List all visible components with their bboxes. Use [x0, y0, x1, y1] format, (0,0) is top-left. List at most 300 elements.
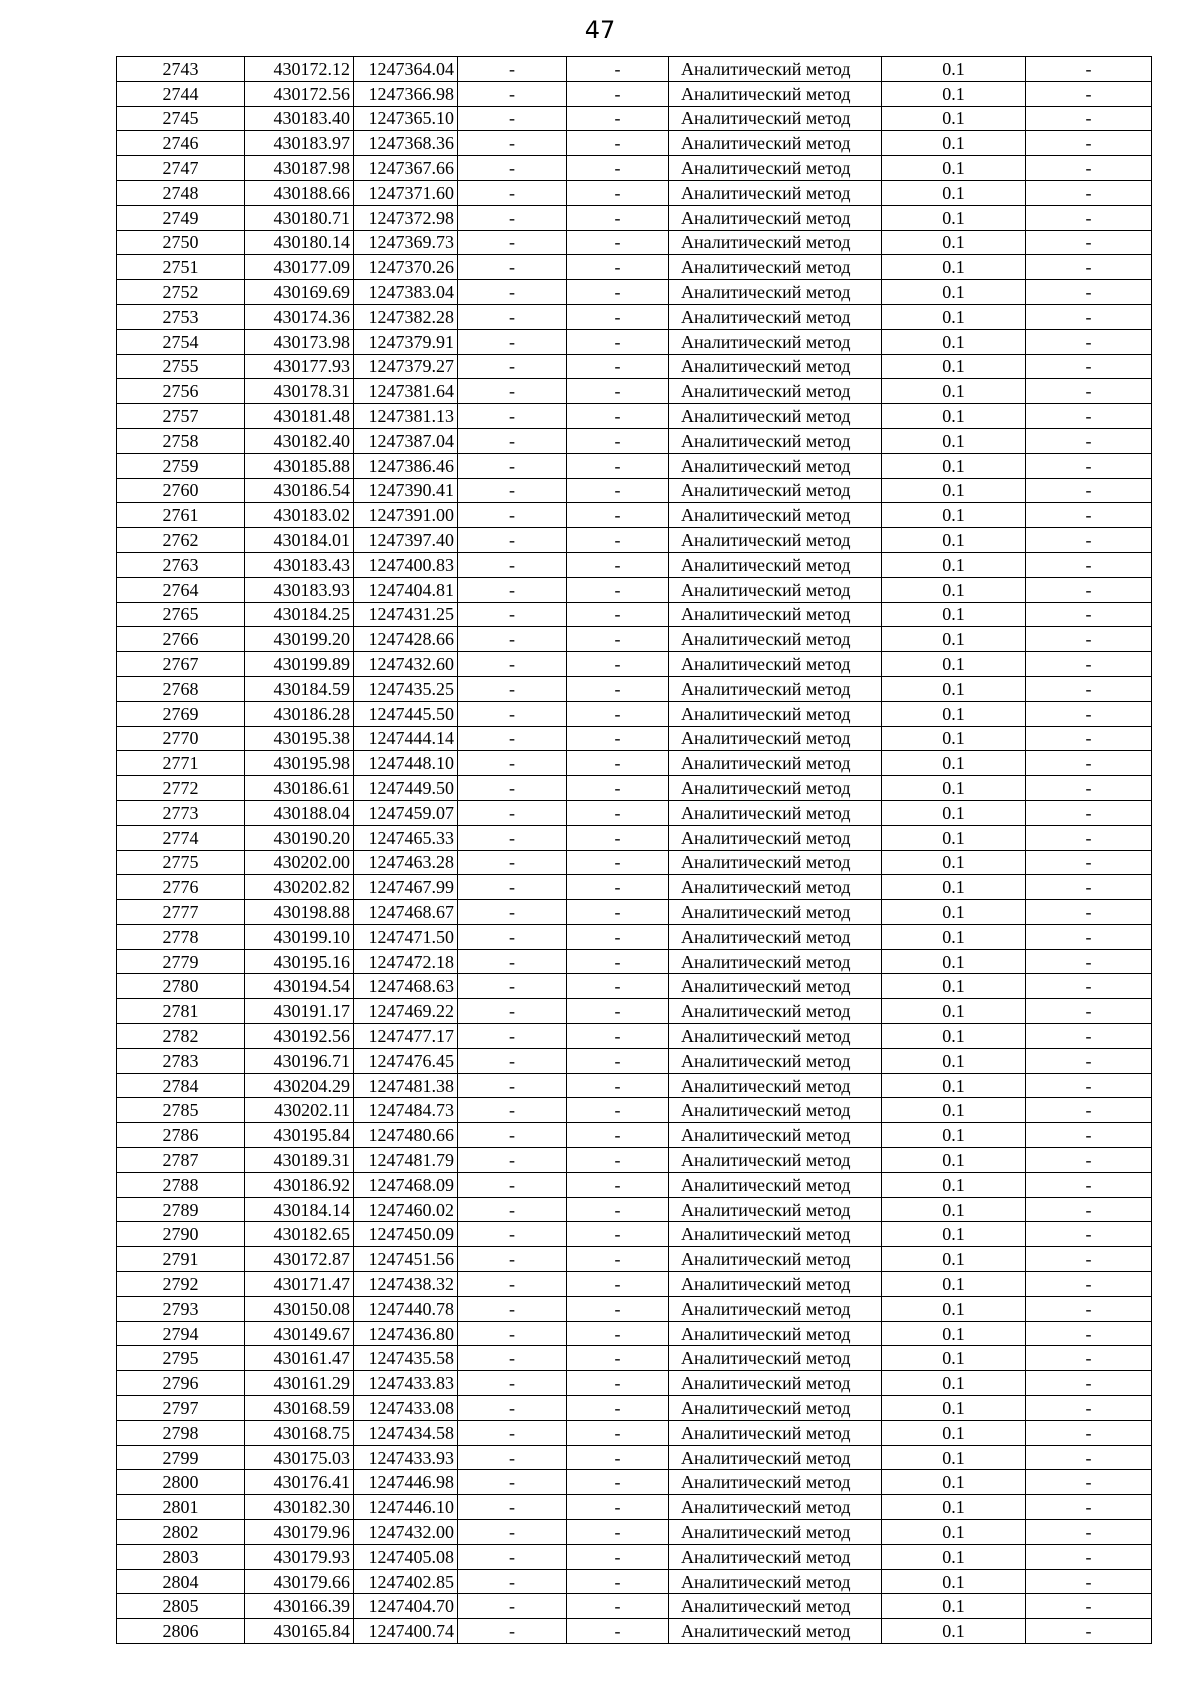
y-coordinate-cell: 1247397.40	[354, 528, 458, 553]
y-coordinate-cell: 1247463.28	[354, 850, 458, 875]
table-row	[117, 676, 1152, 701]
dash-cell: -	[458, 478, 567, 503]
x-coordinate-cell: 430198.88	[245, 900, 354, 925]
x-coordinate-cell: 430161.47	[245, 1346, 354, 1371]
y-coordinate-cell: 1247451.56	[354, 1247, 458, 1272]
method-cell: Аналитический метод	[669, 999, 882, 1024]
table-row	[117, 81, 1152, 106]
point-number-cell: 2802	[117, 1520, 245, 1545]
accuracy-cell: 0.1	[882, 875, 1026, 900]
table-row	[117, 949, 1152, 974]
dash-cell: -	[458, 1272, 567, 1297]
dash-cell: -	[567, 999, 669, 1024]
dash-cell: -	[1026, 1569, 1152, 1594]
x-coordinate-cell: 430195.16	[245, 949, 354, 974]
table-row	[117, 1272, 1152, 1297]
dash-cell: -	[1026, 1247, 1152, 1272]
x-coordinate-cell: 430180.14	[245, 230, 354, 255]
table-row	[117, 329, 1152, 354]
accuracy-cell: 0.1	[882, 81, 1026, 106]
dash-cell: -	[1026, 1148, 1152, 1173]
dash-cell: -	[567, 1272, 669, 1297]
y-coordinate-cell: 1247468.67	[354, 900, 458, 925]
x-coordinate-cell: 430180.71	[245, 205, 354, 230]
y-coordinate-cell: 1247432.60	[354, 652, 458, 677]
accuracy-cell: 0.1	[882, 379, 1026, 404]
method-cell: Аналитический метод	[669, 1272, 882, 1297]
dash-cell: -	[567, 1544, 669, 1569]
y-coordinate-cell: 1247467.99	[354, 875, 458, 900]
accuracy-cell: 0.1	[882, 1073, 1026, 1098]
dash-cell: -	[567, 552, 669, 577]
y-coordinate-cell: 1247404.70	[354, 1594, 458, 1619]
table-row	[117, 106, 1152, 131]
accuracy-cell: 0.1	[882, 1619, 1026, 1644]
dash-cell: -	[567, 428, 669, 453]
point-number-cell: 2805	[117, 1594, 245, 1619]
table-row	[117, 1098, 1152, 1123]
x-coordinate-cell: 430195.84	[245, 1123, 354, 1148]
dash-cell: -	[567, 800, 669, 825]
table-row	[117, 1346, 1152, 1371]
point-number-cell: 2755	[117, 354, 245, 379]
dash-cell: -	[458, 1098, 567, 1123]
y-coordinate-cell: 1247381.13	[354, 404, 458, 429]
y-coordinate-cell: 1247386.46	[354, 453, 458, 478]
page-number: 47	[584, 16, 616, 44]
method-cell: Аналитический метод	[669, 1172, 882, 1197]
table-row	[117, 1619, 1152, 1644]
accuracy-cell: 0.1	[882, 1495, 1026, 1520]
table-row	[117, 924, 1152, 949]
dash-cell: -	[458, 999, 567, 1024]
dash-cell: -	[458, 875, 567, 900]
dash-cell: -	[458, 1222, 567, 1247]
table-row	[117, 1024, 1152, 1049]
dash-cell: -	[567, 900, 669, 925]
dash-cell: -	[1026, 627, 1152, 652]
point-number-cell: 2776	[117, 875, 245, 900]
y-coordinate-cell: 1247400.83	[354, 552, 458, 577]
point-number-cell: 2799	[117, 1445, 245, 1470]
point-number-cell: 2770	[117, 726, 245, 751]
dash-cell: -	[458, 776, 567, 801]
dash-cell: -	[458, 1197, 567, 1222]
method-cell: Аналитический метод	[669, 875, 882, 900]
dash-cell: -	[1026, 180, 1152, 205]
y-coordinate-cell: 1247484.73	[354, 1098, 458, 1123]
point-number-cell: 2748	[117, 180, 245, 205]
table-row	[117, 1073, 1152, 1098]
accuracy-cell: 0.1	[882, 1222, 1026, 1247]
dash-cell: -	[458, 1172, 567, 1197]
dash-cell: -	[567, 577, 669, 602]
dash-cell: -	[1026, 1420, 1152, 1445]
y-coordinate-cell: 1247381.64	[354, 379, 458, 404]
dash-cell: -	[458, 1048, 567, 1073]
method-cell: Аналитический метод	[669, 230, 882, 255]
accuracy-cell: 0.1	[882, 1520, 1026, 1545]
table-row	[117, 453, 1152, 478]
y-coordinate-cell: 1247481.79	[354, 1148, 458, 1173]
dash-cell: -	[567, 329, 669, 354]
x-coordinate-cell: 430190.20	[245, 825, 354, 850]
method-cell: Аналитический метод	[669, 751, 882, 776]
dash-cell: -	[1026, 478, 1152, 503]
accuracy-cell: 0.1	[882, 230, 1026, 255]
accuracy-cell: 0.1	[882, 676, 1026, 701]
x-coordinate-cell: 430172.12	[245, 57, 354, 82]
table-row	[117, 627, 1152, 652]
dash-cell: -	[458, 1445, 567, 1470]
x-coordinate-cell: 430165.84	[245, 1619, 354, 1644]
dash-cell: -	[458, 503, 567, 528]
dash-cell: -	[1026, 1123, 1152, 1148]
x-coordinate-cell: 430182.40	[245, 428, 354, 453]
x-coordinate-cell: 430194.54	[245, 974, 354, 999]
dash-cell: -	[458, 900, 567, 925]
dash-cell: -	[458, 1544, 567, 1569]
dash-cell: -	[567, 974, 669, 999]
table-row	[117, 404, 1152, 429]
dash-cell: -	[1026, 751, 1152, 776]
dash-cell: -	[1026, 379, 1152, 404]
dash-cell: -	[458, 1396, 567, 1421]
y-coordinate-cell: 1247450.09	[354, 1222, 458, 1247]
x-coordinate-cell: 430199.10	[245, 924, 354, 949]
dash-cell: -	[458, 81, 567, 106]
dash-cell: -	[1026, 999, 1152, 1024]
accuracy-cell: 0.1	[882, 1148, 1026, 1173]
point-number-cell: 2771	[117, 751, 245, 776]
y-coordinate-cell: 1247471.50	[354, 924, 458, 949]
x-coordinate-cell: 430183.97	[245, 131, 354, 156]
method-cell: Аналитический метод	[669, 280, 882, 305]
method-cell: Аналитический метод	[669, 1619, 882, 1644]
y-coordinate-cell: 1247433.08	[354, 1396, 458, 1421]
dash-cell: -	[567, 825, 669, 850]
accuracy-cell: 0.1	[882, 1445, 1026, 1470]
x-coordinate-cell: 430183.93	[245, 577, 354, 602]
dash-cell: -	[458, 974, 567, 999]
coordinates-table	[116, 56, 1152, 1644]
dash-cell: -	[567, 676, 669, 701]
point-number-cell: 2784	[117, 1073, 245, 1098]
method-cell: Аналитический метод	[669, 924, 882, 949]
dash-cell: -	[1026, 577, 1152, 602]
method-cell: Аналитический метод	[669, 676, 882, 701]
dash-cell: -	[1026, 800, 1152, 825]
table-row	[117, 1470, 1152, 1495]
x-coordinate-cell: 430172.87	[245, 1247, 354, 1272]
point-number-cell: 2757	[117, 404, 245, 429]
point-number-cell: 2794	[117, 1321, 245, 1346]
dash-cell: -	[1026, 503, 1152, 528]
table-row	[117, 1520, 1152, 1545]
accuracy-cell: 0.1	[882, 329, 1026, 354]
method-cell: Аналитический метод	[669, 776, 882, 801]
x-coordinate-cell: 430196.71	[245, 1048, 354, 1073]
method-cell: Аналитический метод	[669, 1148, 882, 1173]
dash-cell: -	[1026, 924, 1152, 949]
table-row	[117, 1321, 1152, 1346]
accuracy-cell: 0.1	[882, 1569, 1026, 1594]
y-coordinate-cell: 1247387.04	[354, 428, 458, 453]
accuracy-cell: 0.1	[882, 776, 1026, 801]
dash-cell: -	[458, 1073, 567, 1098]
y-coordinate-cell: 1247383.04	[354, 280, 458, 305]
dash-cell: -	[1026, 57, 1152, 82]
table-row	[117, 1544, 1152, 1569]
x-coordinate-cell: 430204.29	[245, 1073, 354, 1098]
dash-cell: -	[567, 602, 669, 627]
dash-cell: -	[458, 280, 567, 305]
method-cell: Аналитический метод	[669, 1445, 882, 1470]
point-number-cell: 2788	[117, 1172, 245, 1197]
table-row	[117, 652, 1152, 677]
dash-cell: -	[1026, 1371, 1152, 1396]
table-row	[117, 156, 1152, 181]
point-number-cell: 2751	[117, 255, 245, 280]
dash-cell: -	[567, 1197, 669, 1222]
accuracy-cell: 0.1	[882, 999, 1026, 1024]
dash-cell: -	[567, 1247, 669, 1272]
dash-cell: -	[1026, 1445, 1152, 1470]
dash-cell: -	[567, 1222, 669, 1247]
table-row	[117, 1197, 1152, 1222]
dash-cell: -	[567, 1123, 669, 1148]
dash-cell: -	[458, 701, 567, 726]
method-cell: Аналитический метод	[669, 800, 882, 825]
point-number-cell: 2803	[117, 1544, 245, 1569]
dash-cell: -	[458, 602, 567, 627]
method-cell: Аналитический метод	[669, 652, 882, 677]
point-number-cell: 2792	[117, 1272, 245, 1297]
dash-cell: -	[567, 404, 669, 429]
dash-cell: -	[458, 1420, 567, 1445]
y-coordinate-cell: 1247366.98	[354, 81, 458, 106]
table-row	[117, 528, 1152, 553]
dash-cell: -	[567, 57, 669, 82]
dash-cell: -	[567, 1420, 669, 1445]
y-coordinate-cell: 1247405.08	[354, 1544, 458, 1569]
point-number-cell: 2747	[117, 156, 245, 181]
dash-cell: -	[1026, 255, 1152, 280]
method-cell: Аналитический метод	[669, 1346, 882, 1371]
method-cell: Аналитический метод	[669, 1371, 882, 1396]
dash-cell: -	[1026, 1024, 1152, 1049]
dash-cell: -	[458, 180, 567, 205]
point-number-cell: 2765	[117, 602, 245, 627]
dash-cell: -	[458, 1371, 567, 1396]
dash-cell: -	[458, 255, 567, 280]
point-number-cell: 2758	[117, 428, 245, 453]
method-cell: Аналитический метод	[669, 156, 882, 181]
table-row	[117, 1495, 1152, 1520]
method-cell: Аналитический метод	[669, 1296, 882, 1321]
x-coordinate-cell: 430188.04	[245, 800, 354, 825]
table-row	[117, 1048, 1152, 1073]
method-cell: Аналитический метод	[669, 701, 882, 726]
method-cell: Аналитический метод	[669, 1420, 882, 1445]
x-coordinate-cell: 430186.28	[245, 701, 354, 726]
accuracy-cell: 0.1	[882, 1296, 1026, 1321]
dash-cell: -	[1026, 1495, 1152, 1520]
y-coordinate-cell: 1247480.66	[354, 1123, 458, 1148]
point-number-cell: 2797	[117, 1396, 245, 1421]
y-coordinate-cell: 1247436.80	[354, 1321, 458, 1346]
point-number-cell: 2785	[117, 1098, 245, 1123]
dash-cell: -	[1026, 1396, 1152, 1421]
accuracy-cell: 0.1	[882, 1197, 1026, 1222]
dash-cell: -	[458, 825, 567, 850]
accuracy-cell: 0.1	[882, 1272, 1026, 1297]
dash-cell: -	[458, 428, 567, 453]
dash-cell: -	[458, 1569, 567, 1594]
x-coordinate-cell: 430179.93	[245, 1544, 354, 1569]
y-coordinate-cell: 1247390.41	[354, 478, 458, 503]
x-coordinate-cell: 430175.03	[245, 1445, 354, 1470]
point-number-cell: 2777	[117, 900, 245, 925]
point-number-cell: 2774	[117, 825, 245, 850]
x-coordinate-cell: 430149.67	[245, 1321, 354, 1346]
accuracy-cell: 0.1	[882, 354, 1026, 379]
method-cell: Аналитический метод	[669, 379, 882, 404]
method-cell: Аналитический метод	[669, 329, 882, 354]
table-row	[117, 379, 1152, 404]
x-coordinate-cell: 430168.75	[245, 1420, 354, 1445]
method-cell: Аналитический метод	[669, 1024, 882, 1049]
point-number-cell: 2775	[117, 850, 245, 875]
method-cell: Аналитический метод	[669, 1197, 882, 1222]
point-number-cell: 2766	[117, 627, 245, 652]
accuracy-cell: 0.1	[882, 106, 1026, 131]
dash-cell: -	[1026, 974, 1152, 999]
y-coordinate-cell: 1247434.58	[354, 1420, 458, 1445]
accuracy-cell: 0.1	[882, 652, 1026, 677]
dash-cell: -	[1026, 1197, 1152, 1222]
table-row	[117, 850, 1152, 875]
x-coordinate-cell: 430173.98	[245, 329, 354, 354]
y-coordinate-cell: 1247432.00	[354, 1520, 458, 1545]
dash-cell: -	[1026, 354, 1152, 379]
accuracy-cell: 0.1	[882, 627, 1026, 652]
dash-cell: -	[458, 552, 567, 577]
dash-cell: -	[567, 751, 669, 776]
table-row	[117, 205, 1152, 230]
dash-cell: -	[567, 255, 669, 280]
y-coordinate-cell: 1247468.63	[354, 974, 458, 999]
dash-cell: -	[1026, 701, 1152, 726]
point-number-cell: 2769	[117, 701, 245, 726]
accuracy-cell: 0.1	[882, 1098, 1026, 1123]
dash-cell: -	[567, 652, 669, 677]
table-row	[117, 478, 1152, 503]
x-coordinate-cell: 430179.96	[245, 1520, 354, 1545]
dash-cell: -	[567, 81, 669, 106]
y-coordinate-cell: 1247468.09	[354, 1172, 458, 1197]
y-coordinate-cell: 1247391.00	[354, 503, 458, 528]
x-coordinate-cell: 430184.14	[245, 1197, 354, 1222]
method-cell: Аналитический метод	[669, 1544, 882, 1569]
method-cell: Аналитический метод	[669, 1073, 882, 1098]
x-coordinate-cell: 430186.54	[245, 478, 354, 503]
dash-cell: -	[1026, 602, 1152, 627]
accuracy-cell: 0.1	[882, 552, 1026, 577]
dash-cell: -	[1026, 676, 1152, 701]
method-cell: Аналитический метод	[669, 1495, 882, 1520]
dash-cell: -	[567, 1148, 669, 1173]
dash-cell: -	[567, 1396, 669, 1421]
method-cell: Аналитический метод	[669, 974, 882, 999]
y-coordinate-cell: 1247368.36	[354, 131, 458, 156]
x-coordinate-cell: 430192.56	[245, 1024, 354, 1049]
table-row	[117, 1148, 1152, 1173]
dash-cell: -	[567, 1073, 669, 1098]
table-row	[117, 1222, 1152, 1247]
dash-cell: -	[1026, 1346, 1152, 1371]
dash-cell: -	[458, 577, 567, 602]
method-cell: Аналитический метод	[669, 1594, 882, 1619]
table-row	[117, 180, 1152, 205]
dash-cell: -	[458, 329, 567, 354]
dash-cell: -	[1026, 1594, 1152, 1619]
y-coordinate-cell: 1247382.28	[354, 304, 458, 329]
x-coordinate-cell: 430150.08	[245, 1296, 354, 1321]
method-cell: Аналитический метод	[669, 602, 882, 627]
y-coordinate-cell: 1247370.26	[354, 255, 458, 280]
dash-cell: -	[458, 404, 567, 429]
x-coordinate-cell: 430179.66	[245, 1569, 354, 1594]
dash-cell: -	[567, 379, 669, 404]
dash-cell: -	[1026, 230, 1152, 255]
x-coordinate-cell: 430184.01	[245, 528, 354, 553]
method-cell: Аналитический метод	[669, 1321, 882, 1346]
dash-cell: -	[567, 1098, 669, 1123]
point-number-cell: 2772	[117, 776, 245, 801]
x-coordinate-cell: 430174.36	[245, 304, 354, 329]
point-number-cell: 2767	[117, 652, 245, 677]
y-coordinate-cell: 1247476.45	[354, 1048, 458, 1073]
method-cell: Аналитический метод	[669, 1247, 882, 1272]
method-cell: Аналитический метод	[669, 503, 882, 528]
y-coordinate-cell: 1247379.27	[354, 354, 458, 379]
y-coordinate-cell: 1247472.18	[354, 949, 458, 974]
point-number-cell: 2801	[117, 1495, 245, 1520]
x-coordinate-cell: 430181.48	[245, 404, 354, 429]
dash-cell: -	[458, 1619, 567, 1644]
dash-cell: -	[458, 652, 567, 677]
dash-cell: -	[567, 1495, 669, 1520]
dash-cell: -	[458, 453, 567, 478]
point-number-cell: 2763	[117, 552, 245, 577]
point-number-cell: 2795	[117, 1346, 245, 1371]
accuracy-cell: 0.1	[882, 850, 1026, 875]
dash-cell: -	[458, 1123, 567, 1148]
point-number-cell: 2783	[117, 1048, 245, 1073]
y-coordinate-cell: 1247445.50	[354, 701, 458, 726]
dash-cell: -	[567, 1172, 669, 1197]
dash-cell: -	[1026, 205, 1152, 230]
dash-cell: -	[1026, 1098, 1152, 1123]
method-cell: Аналитический метод	[669, 949, 882, 974]
table-row	[117, 428, 1152, 453]
method-cell: Аналитический метод	[669, 205, 882, 230]
dash-cell: -	[1026, 1222, 1152, 1247]
dash-cell: -	[458, 354, 567, 379]
accuracy-cell: 0.1	[882, 255, 1026, 280]
dash-cell: -	[1026, 552, 1152, 577]
